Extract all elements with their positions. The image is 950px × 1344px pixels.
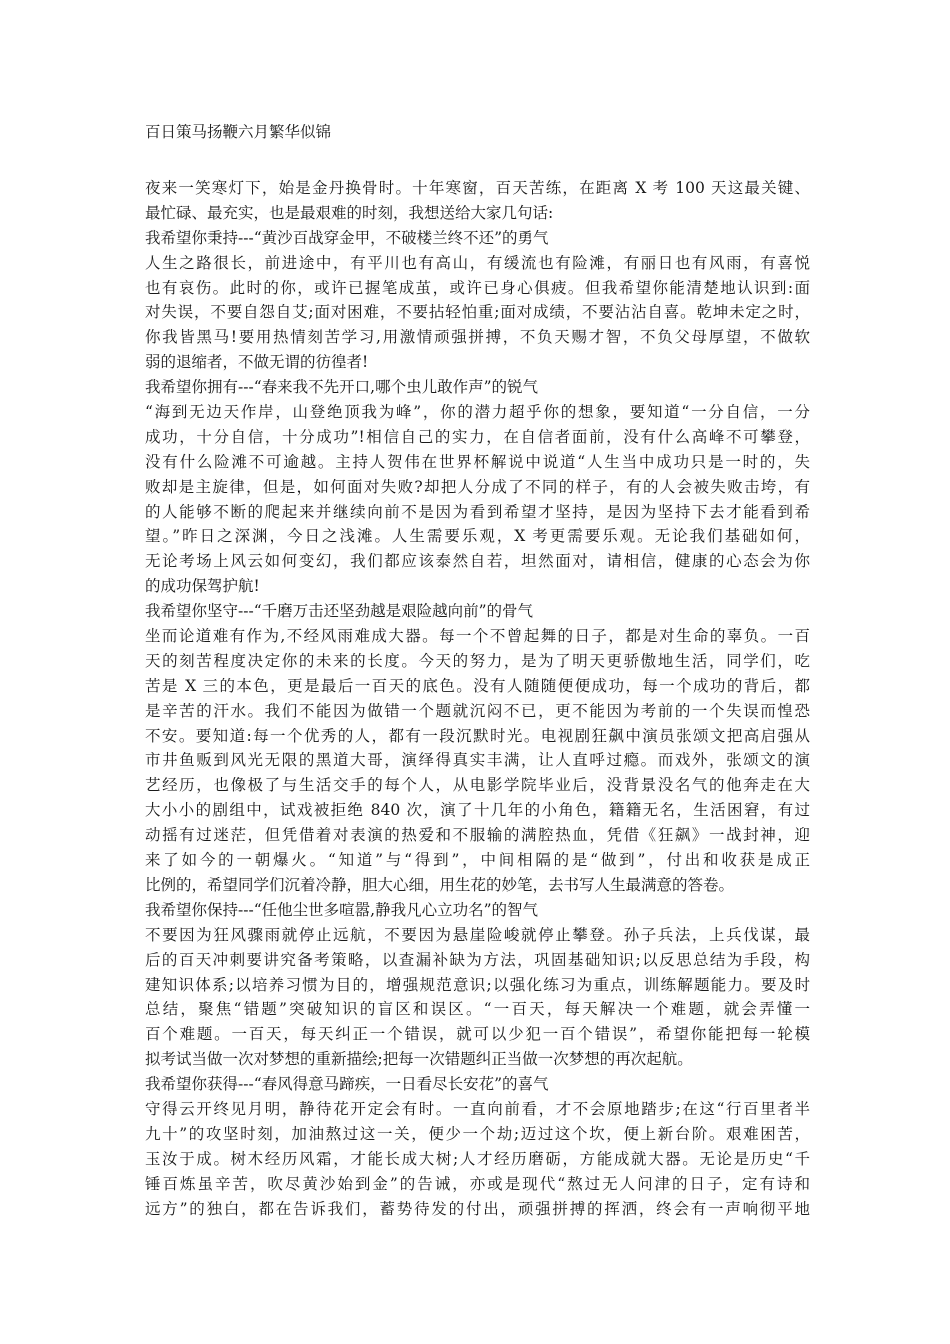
text-line: 天的刻苦程度决定你的未来的长度。今天的努力，是为了明天更骄傲地生活，同学们，吃 <box>145 651 810 670</box>
text-line: 夜来一笑寒灯下，始是金丹换骨时。十年寒窗，百天苦练，在距离 X 考 100 天这最关键、 <box>145 179 810 197</box>
document-body <box>145 176 810 1221</box>
text-line: 动摇有过迷茫，但凭借着对表演的热爱和不服输的满腔热血，凭借《狂飙》一战封神，迎 <box>145 826 810 845</box>
text-line: 锤百炼虽辛苦，吹尽黄沙始到金”的告诫，亦或是现代“熬过无人问津的日子，定有诗和 <box>145 1174 810 1193</box>
text-line: 市井鱼贩到风光无限的黑道大哥，演绎得真实丰满，让人直呼过瘾。而戏外，张颂文的演 <box>145 751 810 770</box>
text-line: 来了如今的一朝爆火。“知道”与“得到”，中间相隔的是“做到”，付出和收获是成正 <box>145 851 810 870</box>
text-line: 是辛苦的汗水。我们不能因为做错一个题就沉闷不已，更不能因为考前的一个失误而惶恐 <box>145 701 810 720</box>
text-line: 大小小的剧组中，试戏被拒绝 840 次，演了十几年的小角色，籍籍无名，生活困窘，有过 <box>145 801 810 820</box>
text-line: 对失误，不要自怨自艾;面对困难，不要拈轻怕重;面对成绩，不要沾沾自喜。乾坤未定之时， <box>145 303 810 322</box>
text-line: 我希望你获得---“春风得意马蹄疾，一日看尽长安花”的喜气 <box>145 1075 549 1094</box>
text-line: 望。”昨日之深渊，今日之浅滩。人生需要乐观，X 考更需要乐观。无论我们基础如何， <box>145 527 810 546</box>
text-line: 败却是主旋律，但是，如何面对失败?却把人分成了不同的样子，有的人会被失败击垮，有 <box>145 477 810 496</box>
text-line: 不安。要知道:每一个优秀的人，都有一段沉默时光。电视剧狂飙中演员张颂文把高启强从 <box>145 726 810 745</box>
text-line: 我希望你秉持---“黄沙百战穿金甲，不破楼兰终不还”的勇气 <box>145 228 549 247</box>
text-line: 的人能够不断的爬起来并继续向前不是因为看到希望才坚持，是因为坚持下去才能看到希 <box>145 502 810 521</box>
text-line: 百个难题。一百天，每天纠正一个错误，就可以少犯一百个错误”，希望你能把每一轮模 <box>145 1025 810 1044</box>
text-line: 不要因为狂风骤雨就停止远航，不要因为悬崖险峻就停止攀登。孙子兵法，上兵伐谋，最 <box>145 925 810 944</box>
text-line: 苦是 X 三的本色，更是最后一百天的底色。没有人随随便便成功，每一个成功的背后，都 <box>145 676 810 695</box>
text-line: 的成功保驾护航! <box>145 577 260 596</box>
text-line: 比例的，希望同学们沉着冷静，胆大心细，用生花的妙笔，去书写人生最满意的答卷。 <box>145 875 735 894</box>
text-line: 守得云开终见月明，静待花开定会有时。一直向前看，才不会原地踏步;在这“行百里者半 <box>145 1099 810 1118</box>
text-line: 玉汝于成。树木经历风霜，才能长成大树;人才经历磨砺，方能成就大器。无论是历史“千 <box>145 1149 810 1168</box>
text-line: 坐而论道难有作为,不经风雨难成大器。每一个不曾起舞的日子，都是对生命的辜负。一百 <box>145 627 810 646</box>
text-line: 也有哀伤。此时的你，或许已握笔成茧，或许已身心俱疲。但我希望你能清楚地认识到:面 <box>145 278 810 297</box>
document-title: 百日策马扬鞭六月繁华似锦 <box>145 123 332 141</box>
text-line: 总结，聚焦“错题”突破知识的盲区和误区。“一百天，每天解决一个难题，就会弄懂一 <box>145 1000 810 1019</box>
text-line: 建知识体系;以培养习惯为目的，增强规范意识;以强化练习为重点，训练解题能力。要及时 <box>145 975 810 994</box>
document-page <box>145 120 810 1221</box>
text-line: 无论考场上风云如何变幻，我们都应该泰然自若，坦然面对，请相信，健康的心态会为你 <box>145 552 810 571</box>
text-line: 远方”的独白，都在告诉我们，蓄势待发的付出，顽强拼搏的挥洒，终会有一声响彻平地 <box>145 1199 810 1218</box>
text-line: 最忙碌、最充实，也是最艰难的时刻，我想送给大家几句话: <box>145 203 554 222</box>
text-line: 后的百天冲刺要讲究备考策略，以查漏补缺为方法，巩固基础知识;以反思总结为手段，构 <box>145 950 810 969</box>
text-line: 我希望你坚守---“千磨万击还坚劲越是艰险越向前”的骨气 <box>145 602 534 621</box>
text-line: “海到无边天作岸，山登绝顶我为峰”，你的潜力超乎你的想象，要知道“一分自信，一分 <box>145 403 810 422</box>
text-line: 九十”的攻坚时刻，加油熬过这一关，便少一个劫;迈过这个坎，便上新台阶。艰难困苦， <box>145 1124 810 1143</box>
text-line: 成功，十分自信，十分成功”!相信自己的实力，在自信者面前，没有什么高峰不可攀登， <box>145 427 810 446</box>
text-line: 我希望你拥有---“春来我不先开口,哪个虫儿敢作声”的锐气 <box>145 378 538 397</box>
text-line: 拟考试当做一次对梦想的重新描绘;把每一次错题纠正当做一次梦想的再次起航。 <box>145 1050 693 1069</box>
text-line: 没有什么险滩不可逾越。主持人贺伟在世界杯解说中说道“人生当中成功只是一时的，失 <box>145 452 810 471</box>
text-line: 我希望你保持---“任他尘世多喧嚣,静我凡心立功名”的智气 <box>145 900 538 919</box>
text-line: 人生之路很长，前进途中，有平川也有高山，有缓流也有险滩，有丽日也有风雨，有喜悦 <box>145 253 810 272</box>
text-line: 弱的退缩者，不做无谓的彷徨者! <box>145 353 369 372</box>
text-line: 艺经历，也像极了与生活交手的每个人，从电影学院毕业后，没背景没名气的他奔走在大 <box>145 776 810 795</box>
text-line: 你我皆黑马!要用热情刻苦学习,用激情顽强拼搏，不负天赐才智，不负父母厚望，不做软 <box>145 328 810 347</box>
